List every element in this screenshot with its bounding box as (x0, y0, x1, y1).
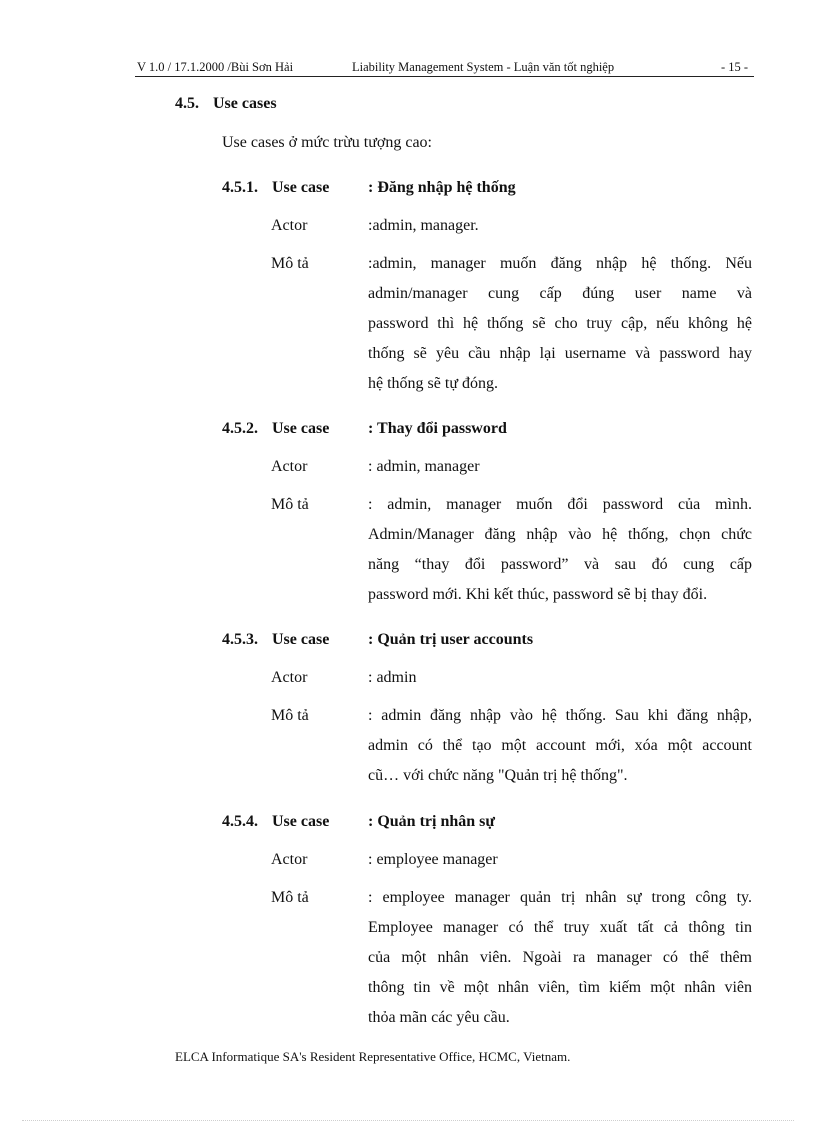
page-edge-divider (22, 1120, 794, 1121)
description-text (368, 490, 752, 610)
actor-label: Actor (271, 669, 308, 686)
use-case-label: Use case (272, 631, 330, 648)
use-case-number: 4.5.1. (222, 179, 258, 196)
actor-value: : admin, manager (368, 458, 480, 475)
actor-label: Actor (271, 458, 308, 475)
use-case-title: : Đăng nhập hệ thống (368, 179, 516, 196)
description-line: cũ… với chức năng "Quản trị hệ thống". (368, 767, 628, 784)
description-line: : admin đăng nhập vào hệ thống. Sau khi đăng nhập, (368, 707, 752, 724)
description-text (368, 249, 752, 399)
use-case-number: 4.5.4. (222, 813, 258, 830)
description-line: của một nhân viên. Ngoài ra manager có thể thêm (368, 949, 752, 966)
actor-value: : employee manager (368, 851, 498, 868)
use-case-label: Use case (272, 420, 330, 437)
description-label: Mô tả (271, 889, 309, 906)
description-label: Mô tả (271, 496, 309, 513)
use-case-number: 4.5.2. (222, 420, 258, 437)
description-line: Admin/Manager đăng nhập vào hệ thống, chọn chức (368, 526, 752, 543)
description-line: thỏa mãn các yêu cầu. (368, 1009, 510, 1026)
description-line: hệ thống sẽ tự đóng. (368, 375, 498, 392)
use-case-title: : Quản trị user accounts (368, 631, 534, 648)
description-line: Employee manager có thể truy xuất tất cả thông tin (368, 919, 752, 936)
description-line: : employee manager quản trị nhân sự trong công ty. (368, 889, 752, 906)
use-case-number: 4.5.3. (222, 631, 258, 648)
header-version: V 1.0 / 17.1.2000 /Bùi Sơn Hải (137, 60, 294, 74)
section-title: Use cases (213, 95, 277, 112)
description-line: :admin, manager muốn đăng nhập hệ thống. Nếu (368, 255, 752, 272)
use-case-label: Use case (272, 179, 330, 196)
header-title: Liability Management System - Luận văn tốt nghiệp (352, 60, 615, 74)
description-line: năng “thay đổi password” và sau đó cung cấp (368, 556, 752, 573)
page-footer: ELCA Informatique SA's Resident Representative Office, HCMC, Vietnam. (175, 1049, 571, 1064)
use-case-title: : Quản trị nhân sự (368, 813, 495, 830)
description-label: Mô tả (271, 707, 309, 724)
description-text (368, 701, 752, 791)
use-case-label: Use case (272, 813, 330, 830)
actor-label: Actor (271, 851, 308, 868)
description-line: admin có thể tạo một account mới, xóa một account (368, 737, 752, 754)
section-heading (175, 95, 277, 113)
description-line: password mới. Khi kết thúc, password sẽ bị thay đổi. (368, 586, 708, 603)
actor-value: : admin (368, 669, 417, 686)
header-rule (135, 76, 754, 77)
intro-text: Use cases ở mức trừu tượng cao: (222, 134, 432, 151)
description-line: thông tin về một nhân viên, tìm kiếm một nhân viên (368, 979, 752, 996)
section-number: 4.5. (175, 95, 199, 112)
description-label: Mô tả (271, 255, 309, 272)
page-number: - 15 - (721, 60, 749, 74)
actor-value: :admin, manager. (368, 217, 479, 234)
description-line: : admin, manager muốn đổi password của mình. (368, 496, 752, 513)
description-line: password thì hệ thống sẽ cho truy cập, nếu không hệ (368, 315, 752, 332)
use-case-title: : Thay đổi password (368, 420, 507, 437)
description-line: admin/manager cung cấp đúng user name và (368, 285, 752, 302)
description-line: thống sẽ yêu cầu nhập lại username và password hay (368, 345, 752, 362)
description-text (368, 883, 752, 1033)
actor-label: Actor (271, 217, 308, 234)
